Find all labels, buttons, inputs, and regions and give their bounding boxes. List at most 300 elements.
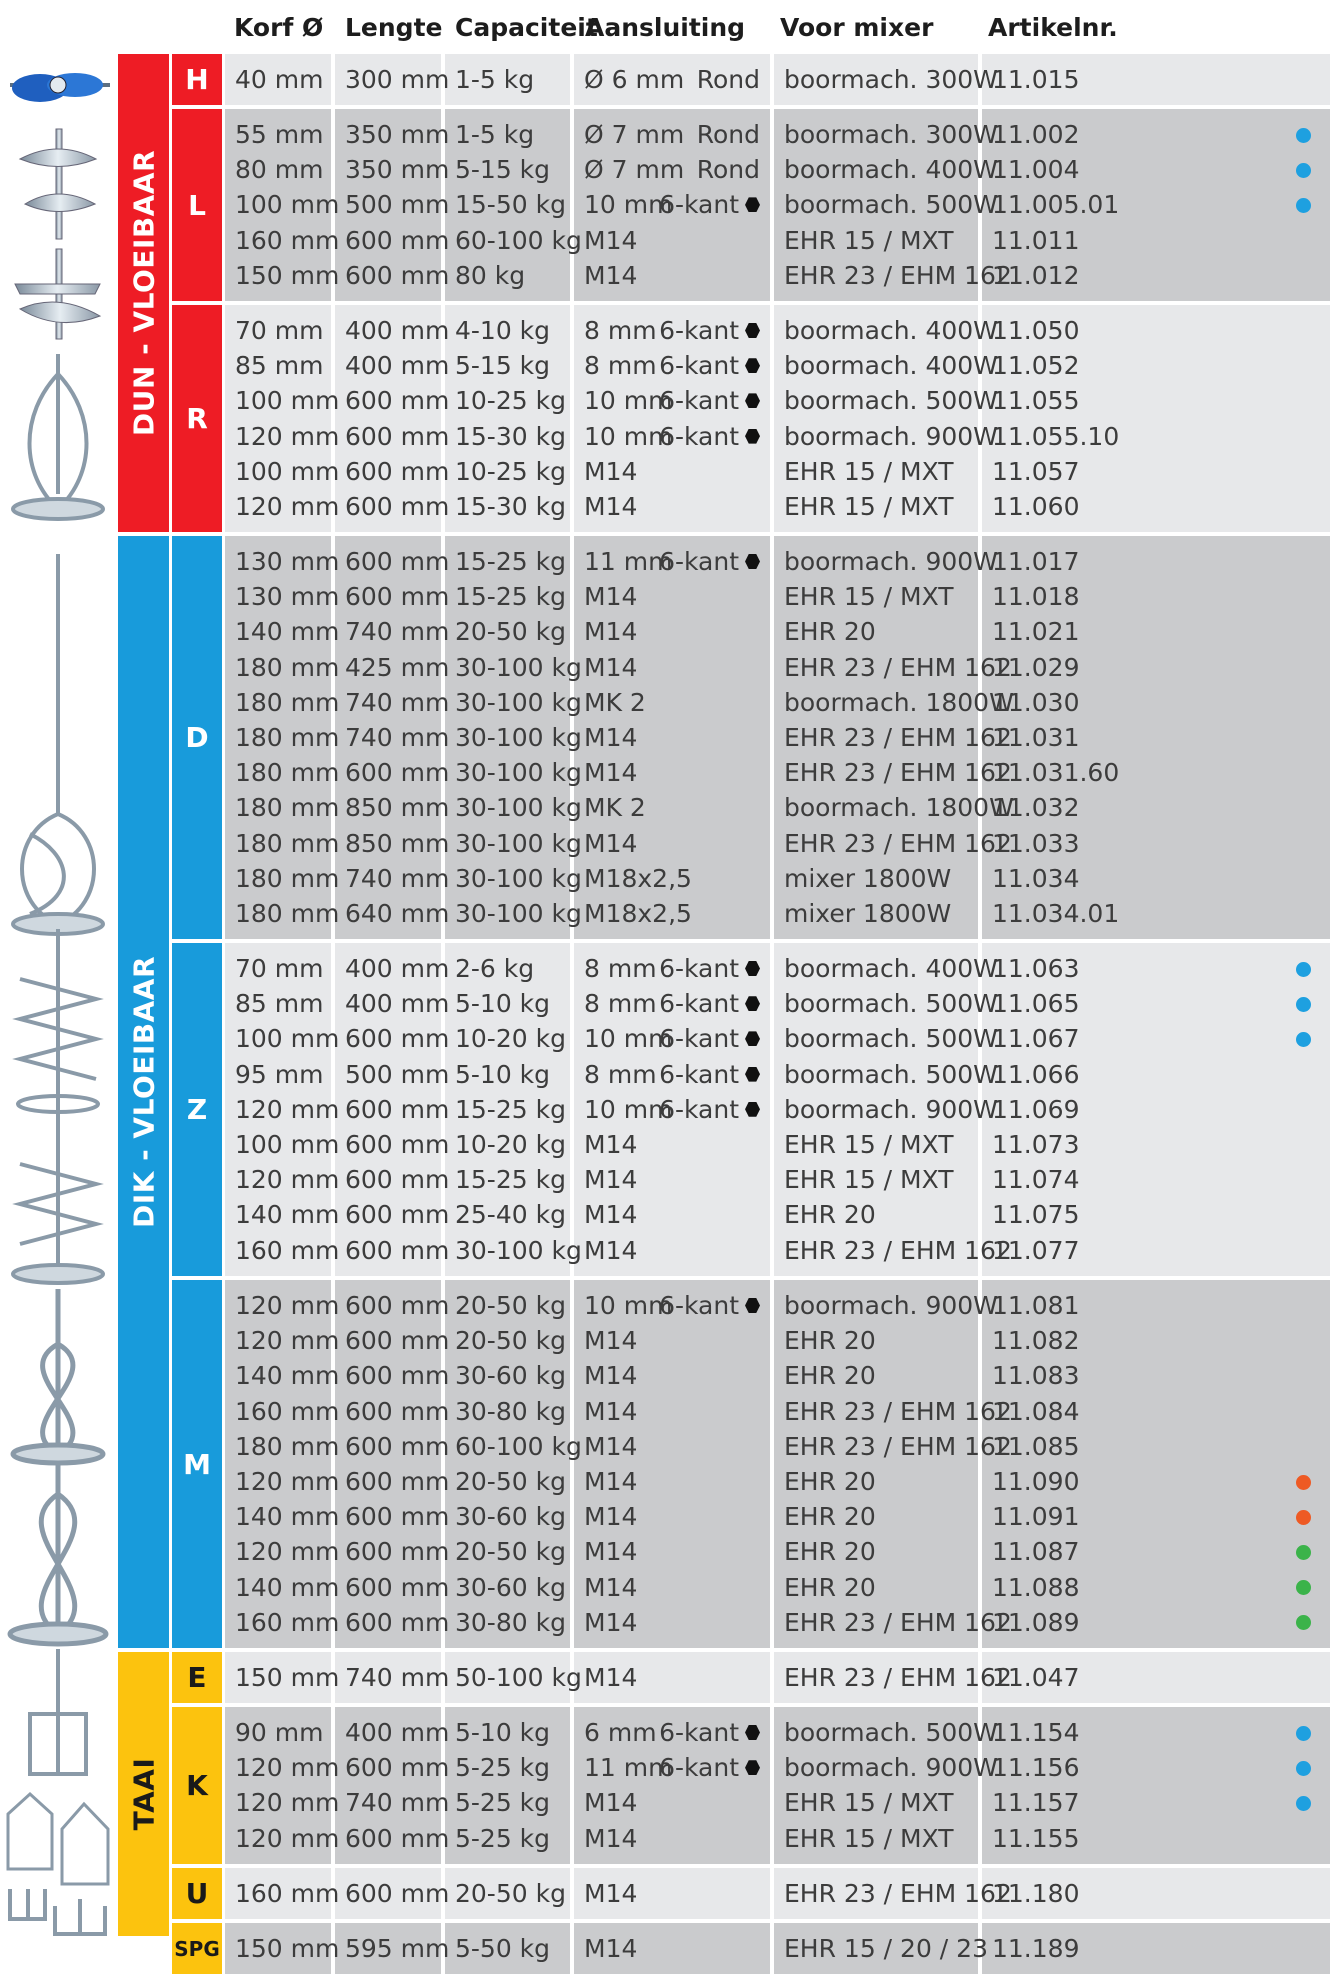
mixer: boormach. 1800W bbox=[784, 793, 1014, 823]
paddle-e-image bbox=[30, 1649, 86, 1774]
article-number: 11.085 bbox=[992, 1431, 1080, 1461]
paddle-l-image bbox=[15, 129, 100, 339]
capacity: 25-40 kg bbox=[455, 1200, 566, 1230]
korf-diameter: 100 mm bbox=[235, 456, 340, 486]
connection: M14 bbox=[584, 1537, 638, 1567]
article-number: 11.047 bbox=[992, 1663, 1080, 1692]
connection-type bbox=[659, 187, 760, 222]
korf-diameter: 100 mm bbox=[235, 1024, 340, 1054]
korf-diameter: 160 mm bbox=[235, 1235, 340, 1265]
capacity: 10-25 kg bbox=[455, 456, 566, 486]
length: 350 mm bbox=[345, 120, 450, 149]
connection-type-label: 6-kant bbox=[659, 1291, 739, 1320]
status-dot-blue bbox=[1296, 198, 1311, 213]
table-group-m bbox=[225, 1280, 1330, 1648]
korf-diameter: 120 mm bbox=[235, 1753, 340, 1783]
article-number: 11.031.60 bbox=[992, 758, 1120, 788]
mixer: boormach. 900W bbox=[784, 1291, 998, 1320]
mixer: EHR 23 / EHM 162 bbox=[784, 828, 1012, 858]
mixer: EHR 15 / MXT bbox=[784, 456, 954, 486]
article-number: 11.069 bbox=[992, 1094, 1080, 1124]
mixer: EHR 15 / MXT bbox=[784, 1823, 954, 1853]
length: 600 mm bbox=[345, 1291, 450, 1320]
status-dot-blue bbox=[1296, 128, 1311, 143]
connection-type-label: Rond bbox=[696, 120, 760, 149]
length: 640 mm bbox=[345, 899, 450, 928]
mixer: mixer 1800W bbox=[784, 863, 952, 893]
connection: 10 mm bbox=[584, 1024, 673, 1054]
mixer: boormach. 900W bbox=[784, 1094, 998, 1124]
length: 600 mm bbox=[345, 1235, 450, 1265]
connection: Ø 7 mm bbox=[584, 155, 685, 185]
mixer: EHR 23 / EHM 162 bbox=[784, 1663, 1012, 1692]
mixer: boormach. 1800W bbox=[784, 687, 1014, 717]
connection: M14 bbox=[584, 1130, 638, 1159]
connection-type-label: 6-kant bbox=[659, 954, 739, 983]
length: 600 mm bbox=[345, 456, 450, 486]
capacity: 20-50 kg bbox=[455, 1537, 566, 1567]
capacity: 5-10 kg bbox=[455, 989, 551, 1019]
capacity: 15-25 kg bbox=[455, 1165, 566, 1195]
article-number: 11.066 bbox=[992, 1059, 1080, 1089]
table-group-d bbox=[225, 536, 1330, 939]
capacity: 20-50 kg bbox=[455, 1879, 566, 1908]
connection-type bbox=[659, 1092, 760, 1127]
article-number: 11.075 bbox=[992, 1200, 1080, 1230]
connection: M14 bbox=[584, 617, 638, 647]
connection-type-label: 6-kant bbox=[659, 1059, 739, 1089]
mixer: EHR 20 bbox=[784, 617, 876, 647]
article-number: 11.074 bbox=[992, 1165, 1080, 1195]
category-dik bbox=[118, 536, 169, 1648]
length: 600 mm bbox=[345, 1326, 450, 1356]
length: 740 mm bbox=[345, 617, 450, 647]
mixer: EHR 15 / MXT bbox=[784, 225, 954, 255]
capacity: 30-100 kg bbox=[455, 863, 582, 893]
connection-type-label: 6-kant bbox=[659, 989, 739, 1019]
group-code-h: H bbox=[172, 54, 222, 105]
connection: M14 bbox=[584, 1879, 638, 1908]
article-number: 11.011 bbox=[992, 225, 1080, 255]
connection-type-label: 6-kant bbox=[659, 547, 739, 576]
category-label: TAAI bbox=[127, 1757, 160, 1831]
group-code-e: E bbox=[172, 1652, 222, 1703]
table-group-l bbox=[225, 109, 1330, 301]
connection-type-label: 6-kant bbox=[659, 421, 739, 451]
korf-diameter: 120 mm bbox=[235, 1326, 340, 1356]
article-number: 11.077 bbox=[992, 1235, 1080, 1265]
length: 400 mm bbox=[345, 351, 450, 381]
capacity: 5-25 kg bbox=[455, 1753, 551, 1783]
connection: M14 bbox=[584, 1396, 638, 1426]
table-group-u bbox=[225, 1868, 1330, 1919]
length: 600 mm bbox=[345, 260, 450, 290]
article-number: 11.157 bbox=[992, 1788, 1080, 1818]
article-number: 11.155 bbox=[992, 1823, 1080, 1853]
length: 600 mm bbox=[345, 1094, 450, 1124]
capacity: 5-15 kg bbox=[455, 351, 551, 381]
connection-type bbox=[659, 544, 760, 579]
connection: M14 bbox=[584, 456, 638, 486]
capacity: 60-100 kg bbox=[455, 225, 582, 255]
connection: 8 mm bbox=[584, 1059, 657, 1089]
mixer: EHR 20 bbox=[784, 1200, 876, 1230]
mixer: boormach. 500W bbox=[784, 989, 998, 1019]
connection: M14 bbox=[584, 1607, 638, 1637]
korf-diameter: 140 mm bbox=[235, 617, 340, 647]
connection-type bbox=[659, 313, 760, 348]
length: 600 mm bbox=[345, 1165, 450, 1195]
length: 740 mm bbox=[345, 687, 450, 717]
status-dot-green bbox=[1296, 1545, 1311, 1560]
hexagon-icon bbox=[745, 1725, 760, 1740]
status-dot-orange bbox=[1296, 1475, 1311, 1490]
capacity: 30-100 kg bbox=[455, 723, 582, 752]
korf-diameter: 180 mm bbox=[235, 652, 340, 682]
length: 600 mm bbox=[345, 582, 450, 612]
korf-diameter: 120 mm bbox=[235, 492, 340, 521]
mixer: EHR 23 / EHM 162 bbox=[784, 1235, 1012, 1265]
mixer: boormach. 300W bbox=[784, 65, 998, 94]
paddle-k-image bbox=[8, 1794, 108, 1884]
capacity: 4-10 kg bbox=[455, 316, 551, 345]
length: 600 mm bbox=[345, 1200, 450, 1230]
hexagon-icon bbox=[745, 323, 760, 338]
article-number: 11.030 bbox=[992, 687, 1080, 717]
length: 600 mm bbox=[345, 1467, 450, 1496]
article-number: 11.060 bbox=[992, 492, 1080, 521]
connection-type bbox=[697, 152, 760, 187]
connection: MK 2 bbox=[584, 687, 646, 717]
article-number: 11.012 bbox=[992, 260, 1080, 290]
column-header: Korf Ø bbox=[234, 13, 324, 42]
status-dot-blue bbox=[1296, 997, 1311, 1012]
status-dot-blue bbox=[1296, 962, 1311, 977]
length: 500 mm bbox=[345, 190, 450, 220]
mixer: EHR 15 / MXT bbox=[784, 1788, 954, 1818]
connection: 11 mm bbox=[584, 1753, 673, 1783]
length: 600 mm bbox=[345, 1607, 450, 1637]
korf-diameter: 120 mm bbox=[235, 1291, 340, 1320]
connection: M14 bbox=[584, 1361, 638, 1391]
length: 600 mm bbox=[345, 1823, 450, 1853]
capacity: 1-5 kg bbox=[455, 65, 535, 94]
length: 740 mm bbox=[345, 1663, 450, 1692]
article-number: 11.031 bbox=[992, 723, 1080, 752]
korf-diameter: 140 mm bbox=[235, 1572, 340, 1602]
length: 600 mm bbox=[345, 1753, 450, 1783]
mixer: EHR 23 / EHM 162 bbox=[784, 652, 1012, 682]
hexagon-icon bbox=[745, 961, 760, 976]
mixer: EHR 20 bbox=[784, 1572, 876, 1602]
connection: M14 bbox=[584, 1823, 638, 1853]
column-header: Aansluiting bbox=[585, 13, 746, 42]
capacity: 20-50 kg bbox=[455, 1326, 566, 1356]
mixer: boormach. 900W bbox=[784, 547, 998, 576]
connection-type-label: 6-kant bbox=[659, 1718, 739, 1747]
length: 425 mm bbox=[345, 652, 450, 682]
korf-diameter: 150 mm bbox=[235, 1934, 340, 1963]
article-number: 11.073 bbox=[992, 1130, 1080, 1159]
korf-diameter: 160 mm bbox=[235, 225, 340, 255]
length: 740 mm bbox=[345, 723, 450, 752]
mixer: EHR 23 / EHM 162 bbox=[784, 1431, 1012, 1461]
length: 600 mm bbox=[345, 386, 450, 416]
length: 595 mm bbox=[345, 1934, 450, 1963]
length: 600 mm bbox=[345, 1396, 450, 1426]
korf-diameter: 40 mm bbox=[235, 65, 324, 94]
connection: 8 mm bbox=[584, 954, 657, 983]
paddle-m-image bbox=[10, 1289, 106, 1644]
mixer: boormach. 500W bbox=[784, 1024, 998, 1054]
connection-type bbox=[659, 348, 760, 383]
capacity: 30-100 kg bbox=[455, 758, 582, 788]
korf-diameter: 120 mm bbox=[235, 1094, 340, 1124]
hexagon-icon bbox=[745, 1031, 760, 1046]
korf-diameter: 55 mm bbox=[235, 120, 324, 149]
korf-diameter: 100 mm bbox=[235, 190, 340, 220]
connection: M14 bbox=[584, 1934, 638, 1963]
connection: M14 bbox=[584, 1663, 638, 1692]
capacity: 30-100 kg bbox=[455, 899, 582, 928]
article-number: 11.090 bbox=[992, 1467, 1080, 1496]
connection-type bbox=[659, 419, 760, 454]
capacity: 30-60 kg bbox=[455, 1361, 566, 1391]
article-number: 11.017 bbox=[992, 547, 1080, 576]
article-number: 11.034 bbox=[992, 863, 1080, 893]
group-code-u: U bbox=[172, 1868, 222, 1919]
mixer: EHR 15 / MXT bbox=[784, 1130, 954, 1159]
length: 400 mm bbox=[345, 989, 450, 1019]
connection: M14 bbox=[584, 1200, 638, 1230]
mixer: EHR 20 bbox=[784, 1502, 876, 1532]
length: 850 mm bbox=[345, 828, 450, 858]
connection: 11 mm bbox=[584, 547, 673, 576]
connection: Ø 6 mm bbox=[584, 65, 685, 94]
article-number: 11.005.01 bbox=[992, 190, 1120, 220]
mixer: EHR 20 bbox=[784, 1361, 876, 1391]
korf-diameter: 140 mm bbox=[235, 1200, 340, 1230]
korf-diameter: 85 mm bbox=[235, 989, 324, 1019]
group-code-d: D bbox=[172, 536, 222, 939]
status-dot-orange bbox=[1296, 1510, 1311, 1525]
category-taai bbox=[118, 1652, 169, 1936]
connection-type bbox=[659, 1288, 760, 1323]
capacity: 30-60 kg bbox=[455, 1502, 566, 1532]
korf-diameter: 140 mm bbox=[235, 1502, 340, 1532]
connection: 10 mm bbox=[584, 386, 673, 416]
connection: M14 bbox=[584, 1572, 638, 1602]
length: 600 mm bbox=[345, 1024, 450, 1054]
capacity: 20-50 kg bbox=[455, 1291, 566, 1320]
connection-type-label: 6-kant bbox=[659, 190, 739, 220]
connection-type bbox=[659, 1750, 760, 1785]
connection: M18x2,5 bbox=[584, 899, 692, 928]
article-number: 11.015 bbox=[992, 65, 1080, 94]
connection-type-label: 6-kant bbox=[659, 1024, 739, 1054]
column-header: Artikelnr. bbox=[988, 13, 1118, 42]
table-group-spg bbox=[225, 1923, 1330, 1974]
capacity: 30-100 kg bbox=[455, 1235, 582, 1265]
mixer: boormach. 900W bbox=[784, 1753, 998, 1783]
connection: M14 bbox=[584, 1165, 638, 1195]
article-number: 11.180 bbox=[992, 1879, 1080, 1908]
article-number: 11.034.01 bbox=[992, 899, 1120, 928]
article-number: 11.029 bbox=[992, 652, 1080, 682]
length: 600 mm bbox=[345, 421, 450, 451]
article-number: 11.067 bbox=[992, 1024, 1080, 1054]
article-number: 11.091 bbox=[992, 1502, 1080, 1532]
connection: 10 mm bbox=[584, 190, 673, 220]
capacity: 5-50 kg bbox=[455, 1934, 551, 1963]
mixer: EHR 23 / EHM 162 bbox=[784, 1607, 1012, 1637]
mixer: boormach. 500W bbox=[784, 386, 998, 416]
mixer: boormach. 400W bbox=[784, 954, 998, 983]
article-number: 11.052 bbox=[992, 351, 1080, 381]
connection: Ø 7 mm bbox=[584, 120, 685, 149]
group-code-l: L bbox=[172, 109, 222, 301]
capacity: 15-30 kg bbox=[455, 492, 566, 521]
length: 400 mm bbox=[345, 1718, 450, 1747]
length: 600 mm bbox=[345, 1572, 450, 1602]
capacity: 5-25 kg bbox=[455, 1788, 551, 1818]
status-dot-blue bbox=[1296, 163, 1311, 178]
capacity: 60-100 kg bbox=[455, 1431, 582, 1461]
connection-type-label: 6-kant bbox=[659, 386, 739, 416]
category-dun bbox=[118, 54, 169, 532]
category-label: DIK - VLOEIBAAR bbox=[127, 955, 160, 1229]
hexagon-icon bbox=[745, 996, 760, 1011]
article-number: 11.189 bbox=[992, 1934, 1080, 1963]
korf-diameter: 180 mm bbox=[235, 758, 340, 788]
article-number: 11.032 bbox=[992, 793, 1080, 823]
korf-diameter: 120 mm bbox=[235, 1467, 340, 1496]
article-number: 11.002 bbox=[992, 120, 1080, 149]
group-code-m: M bbox=[172, 1280, 222, 1648]
connection-type bbox=[659, 1021, 760, 1056]
korf-diameter: 70 mm bbox=[235, 316, 324, 345]
article-number: 11.081 bbox=[992, 1291, 1080, 1320]
connection-type-label: Rond bbox=[696, 65, 760, 94]
article-number: 11.055.10 bbox=[992, 421, 1120, 451]
article-number: 11.057 bbox=[992, 456, 1080, 486]
connection: 8 mm bbox=[584, 316, 657, 345]
korf-diameter: 100 mm bbox=[235, 1130, 340, 1159]
korf-diameter: 160 mm bbox=[235, 1396, 340, 1426]
capacity: 80 kg bbox=[455, 260, 526, 290]
korf-diameter: 80 mm bbox=[235, 155, 324, 185]
korf-diameter: 130 mm bbox=[235, 582, 340, 612]
capacity: 10-20 kg bbox=[455, 1130, 566, 1159]
korf-diameter: 70 mm bbox=[235, 954, 324, 983]
capacity: 10-25 kg bbox=[455, 386, 566, 416]
length: 850 mm bbox=[345, 793, 450, 823]
column-header: Capaciteit bbox=[455, 13, 598, 42]
connection-type-label: 6-kant bbox=[659, 316, 739, 345]
mixer: boormach. 300W bbox=[784, 120, 998, 149]
connection: 10 mm bbox=[584, 1094, 673, 1124]
connection: M14 bbox=[584, 260, 638, 290]
mixer: EHR 20 bbox=[784, 1467, 876, 1496]
korf-diameter: 160 mm bbox=[235, 1607, 340, 1637]
category-label: DUN - VLOEIBAAR bbox=[127, 149, 160, 437]
article-number: 11.018 bbox=[992, 582, 1080, 612]
length: 740 mm bbox=[345, 1788, 450, 1818]
capacity: 2-6 kg bbox=[455, 954, 535, 983]
length: 600 mm bbox=[345, 492, 450, 521]
connection: M14 bbox=[584, 1502, 638, 1532]
article-number: 11.083 bbox=[992, 1361, 1080, 1391]
capacity: 15-25 kg bbox=[455, 547, 566, 576]
korf-diameter: 95 mm bbox=[235, 1059, 324, 1089]
length: 600 mm bbox=[345, 1130, 450, 1159]
hexagon-icon bbox=[745, 1760, 760, 1775]
article-number: 11.021 bbox=[992, 617, 1080, 647]
article-number: 11.156 bbox=[992, 1753, 1080, 1783]
mixer: EHR 23 / EHM 162 bbox=[784, 260, 1012, 290]
connection: M14 bbox=[584, 828, 638, 858]
status-dot-blue bbox=[1296, 1761, 1311, 1776]
article-number: 11.082 bbox=[992, 1326, 1080, 1356]
connection: 6 mm bbox=[584, 1718, 657, 1747]
mixer: boormach. 500W bbox=[784, 1718, 998, 1747]
connection: M14 bbox=[584, 225, 638, 255]
article-number: 11.065 bbox=[992, 989, 1080, 1019]
status-dot-blue bbox=[1296, 1726, 1311, 1741]
length: 600 mm bbox=[345, 1361, 450, 1391]
article-number: 11.055 bbox=[992, 386, 1080, 416]
status-dot-blue bbox=[1296, 1796, 1311, 1811]
length: 300 mm bbox=[345, 65, 450, 94]
article-number: 11.089 bbox=[992, 1607, 1080, 1637]
connection-type bbox=[659, 383, 760, 418]
korf-diameter: 120 mm bbox=[235, 1537, 340, 1567]
korf-diameter: 140 mm bbox=[235, 1361, 340, 1391]
hexagon-icon bbox=[745, 393, 760, 408]
table-group-k bbox=[225, 1707, 1330, 1864]
connection: 8 mm bbox=[584, 989, 657, 1019]
korf-diameter: 130 mm bbox=[235, 547, 340, 576]
mixer: boormach. 900W bbox=[784, 421, 998, 451]
mixer: EHR 23 / EHM 162 bbox=[784, 1879, 1012, 1908]
capacity: 1-5 kg bbox=[455, 120, 535, 149]
capacity: 20-50 kg bbox=[455, 617, 566, 647]
connection-type bbox=[659, 1057, 760, 1092]
article-number: 11.084 bbox=[992, 1396, 1080, 1426]
korf-diameter: 90 mm bbox=[235, 1718, 324, 1747]
mixer: boormach. 500W bbox=[784, 190, 998, 220]
article-number: 11.087 bbox=[992, 1537, 1080, 1567]
korf-diameter: 160 mm bbox=[235, 1879, 340, 1908]
capacity: 20-50 kg bbox=[455, 1467, 566, 1496]
group-code-k: K bbox=[172, 1707, 222, 1864]
capacity: 10-20 kg bbox=[455, 1024, 566, 1054]
mixer: EHR 15 / MXT bbox=[784, 582, 954, 612]
korf-diameter: 120 mm bbox=[235, 1823, 340, 1853]
hexagon-icon bbox=[745, 358, 760, 373]
mixer: EHR 20 bbox=[784, 1537, 876, 1567]
connection: M18x2,5 bbox=[584, 863, 692, 893]
connection: M14 bbox=[584, 1467, 638, 1496]
capacity: 30-80 kg bbox=[455, 1607, 566, 1637]
connection: M14 bbox=[584, 1431, 638, 1461]
connection-type bbox=[659, 986, 760, 1021]
length: 600 mm bbox=[345, 547, 450, 576]
column-header: Lengte bbox=[345, 13, 443, 42]
column-header: Voor mixer bbox=[780, 13, 934, 42]
mixer: EHR 15 / MXT bbox=[784, 1165, 954, 1195]
mixer: EHR 23 / EHM 162 bbox=[784, 1396, 1012, 1426]
